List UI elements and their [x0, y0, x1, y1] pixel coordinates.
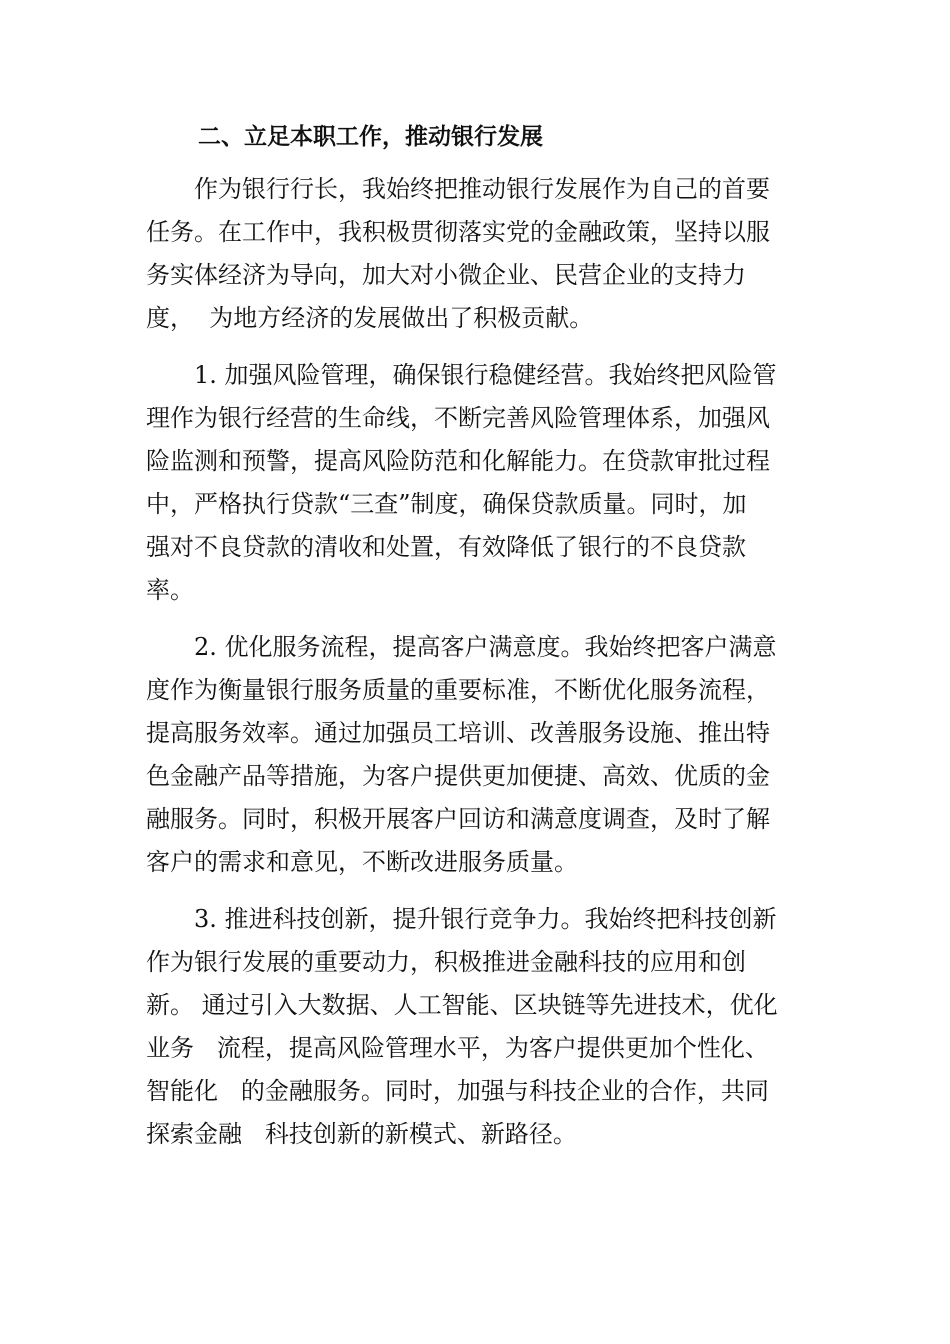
intro-line-2: 任务。在工作中，我积极贯彻落实党的金融政策，坚持以服: [146, 218, 770, 246]
section1-line-6: 率。: [146, 576, 194, 604]
intro-line-1: 作为银行行长，我始终把推动银行发展作为自己的首要: [146, 175, 770, 203]
intro-line-3: 务实体经济为导向，加大对小微企业、民营企业的支持力: [146, 261, 746, 289]
section3-line-6: 探索金融 科技创新的新模式、新路径。: [146, 1120, 577, 1148]
section3-line-4: 业务 流程，提高风险管理水平，为客户提供更加个性化、: [146, 1034, 769, 1062]
intro-line-4: 度， 为地方经济的发展做出了积极贡献。: [146, 304, 594, 332]
section3-line-5: 智能化 的金融服务。同时，加强与科技企业的合作，共同: [146, 1077, 769, 1105]
section1-line-1: 1. 加强风险管理，确保银行稳健经营。我始终把风险管: [146, 361, 777, 389]
section1-line-2: 理作为银行经营的生命线，不断完善风险管理体系，加强风: [146, 404, 770, 432]
section3-line-3: 新。 通过引入大数据、人工智能、区块链等先进技术，优化: [146, 991, 778, 1019]
section1-line-4: 中，严格执行贷款“三查”制度，确保贷款质量。同时，加: [146, 490, 747, 518]
section3-line-1: 3. 推进科技创新，提升银行竞争力。我始终把科技创新: [146, 905, 777, 933]
section-heading: 二、立足本职工作，推动银行发展: [198, 124, 543, 150]
section1-line-5: 强对不良贷款的清收和处置，有效降低了银行的不良贷款: [146, 533, 746, 561]
section2-line-4: 色金融产品等措施，为客户提供更加便捷、高效、优质的金: [146, 762, 770, 790]
section1-line-3: 险监测和预警，提高风险防范和化解能力。在贷款审批过程: [146, 447, 770, 475]
section2-line-1: 2. 优化服务流程，提高客户满意度。我始终把客户满意: [146, 633, 777, 661]
section3-line-2: 作为银行发展的重要动力，积极推进金融科技的应用和创: [146, 948, 746, 976]
section2-line-3: 提高服务效率。通过加强员工培训、改善服务设施、推出特: [146, 719, 770, 747]
section2-line-5: 融服务。同时，积极开展客户回访和满意度调查，及时了解: [146, 805, 770, 833]
section2-line-2: 度作为衡量银行服务质量的重要标准，不断优化服务流程，: [146, 676, 770, 704]
section2-line-6: 客户的需求和意见，不断改进服务质量。: [146, 848, 578, 876]
